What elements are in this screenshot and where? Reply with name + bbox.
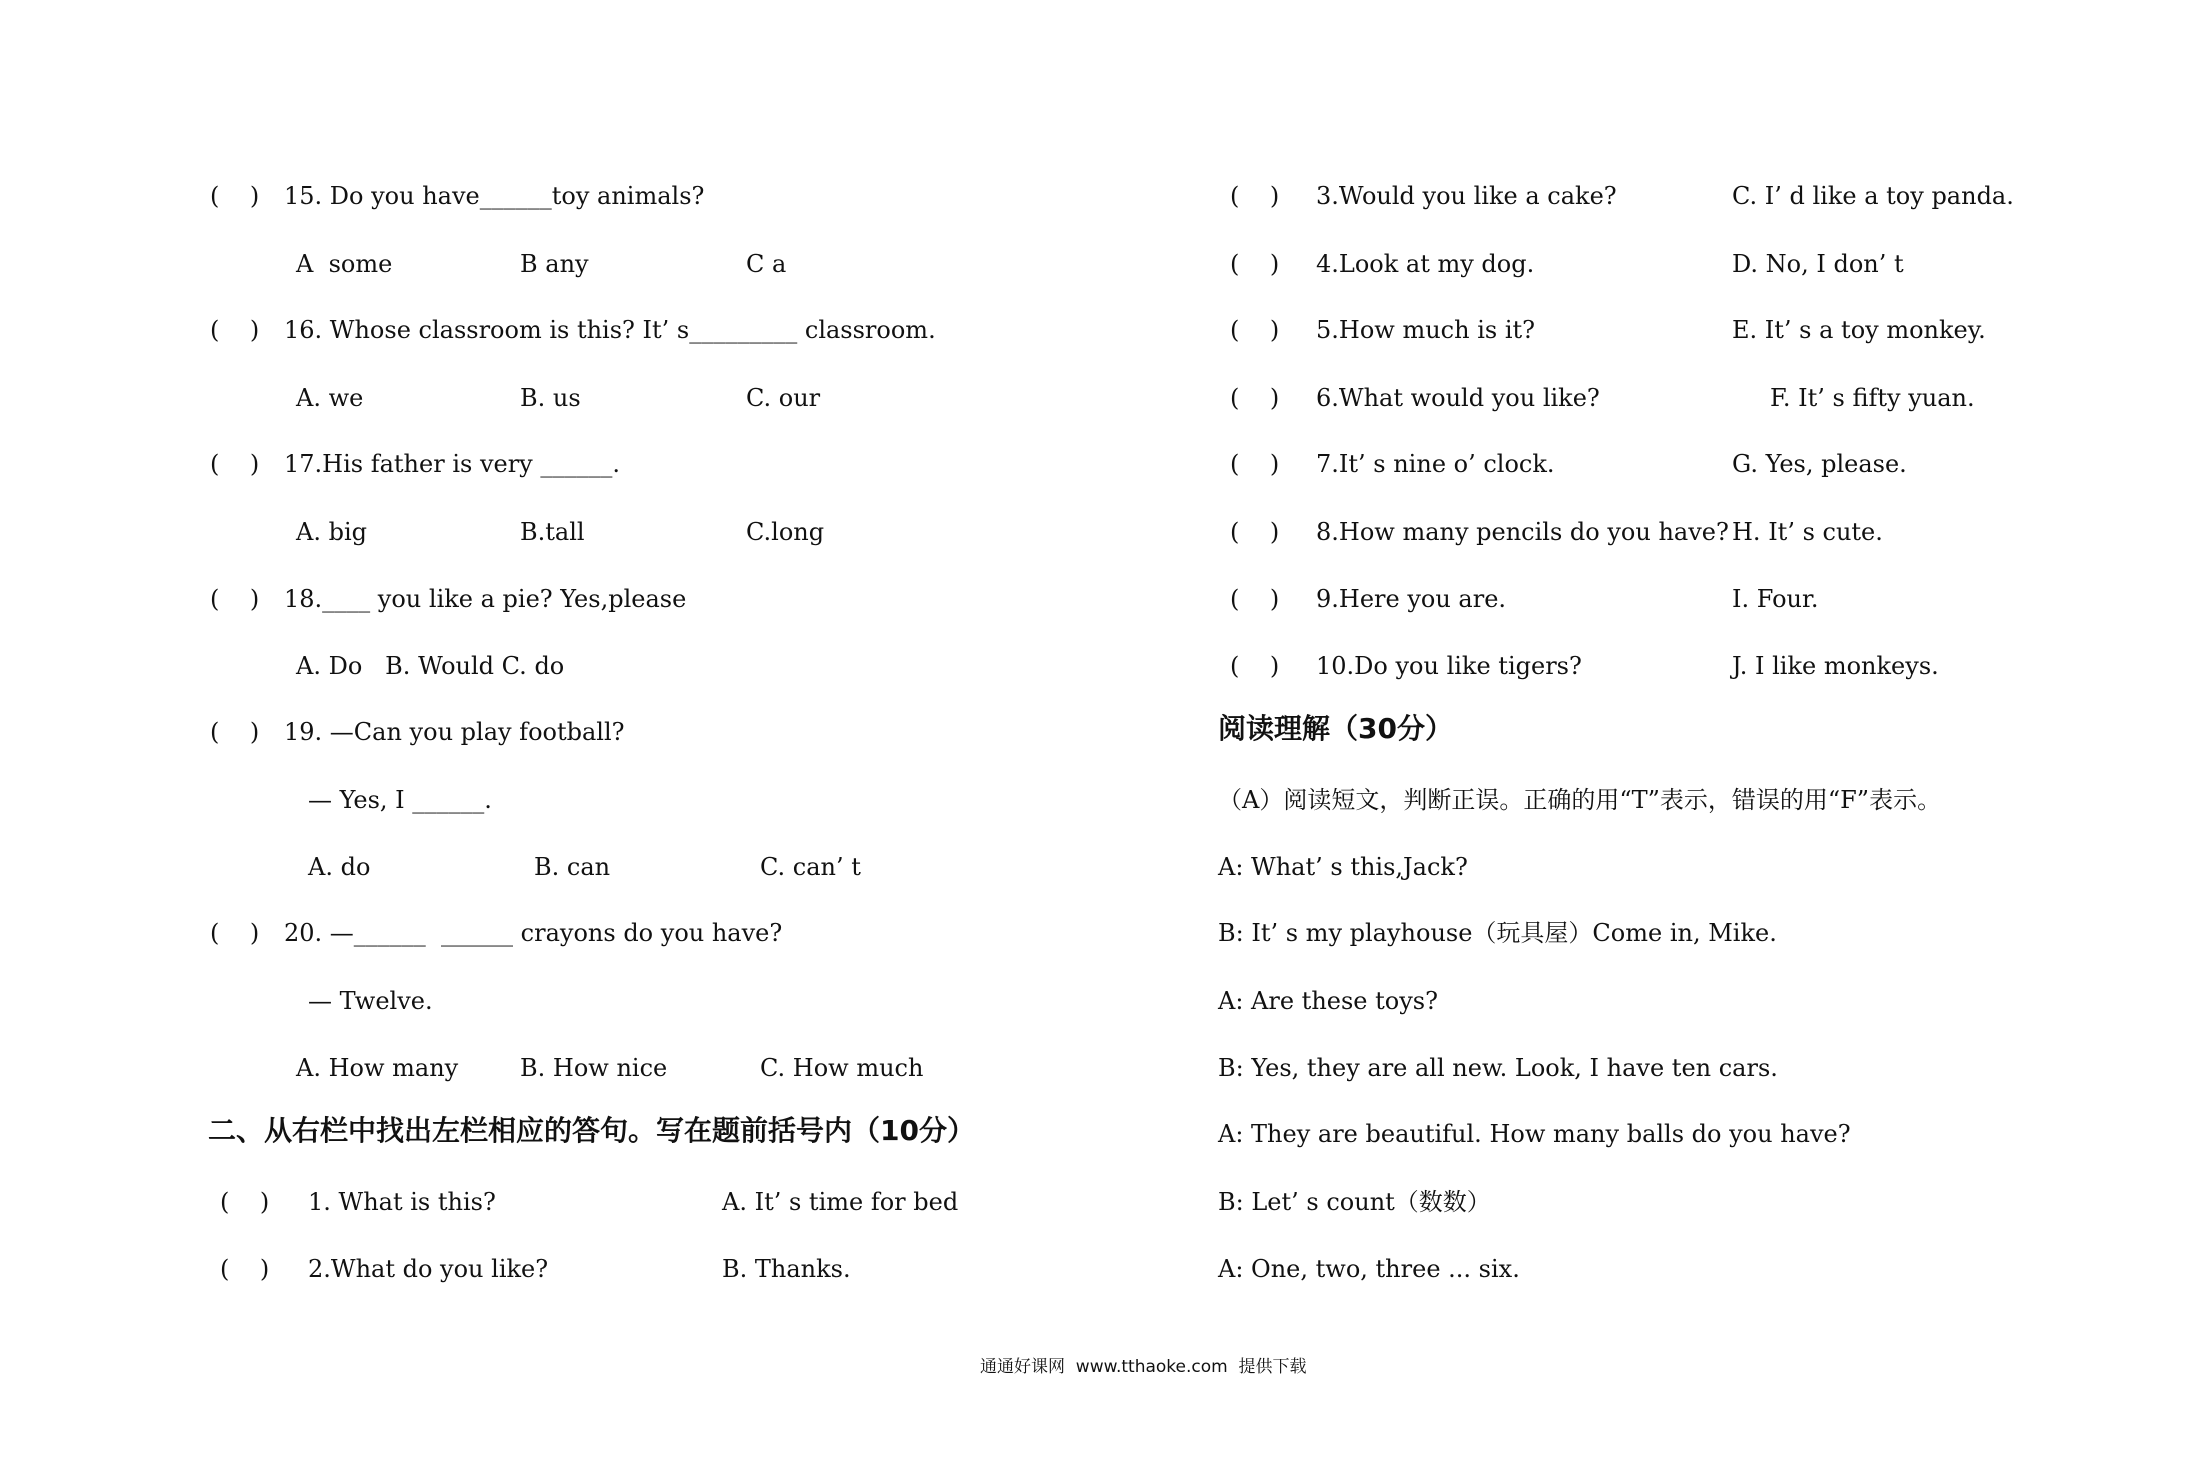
dialogue-line: A: What’ s this,Jack? [1218,853,1468,881]
match5-answer-paren[interactable]: ( ) [1230,316,1280,344]
page-footer: 通通好课网 www.tthaoke.com 提供下载 [980,1357,1307,1377]
match-answer-d: D. No, I don’ t [1732,250,1904,278]
q19-option-b: B. can [534,853,611,881]
dialogue-line: A: One, two, three ... six. [1218,1255,1520,1283]
reading-instructions: （A）阅读短文，判断正误。正确的用“T”表示，错误的用“F”表示。 [1218,786,1942,814]
reading-title: 阅读理解（30分） [1218,712,1453,745]
q17-answer-paren[interactable]: ( ) [210,450,260,478]
q20-option-b: B. How nice [520,1054,668,1082]
match-answer-g: G. Yes, please. [1732,450,1907,478]
match2-answer-paren[interactable]: ( ) [220,1255,270,1283]
match5-question: 5.How much is it? [1316,316,1535,344]
match9-question: 9.Here you are. [1316,585,1507,613]
q19-stem: 19. —Can you play football? [284,718,625,746]
q17-option-a: A. big [296,518,367,546]
match6-answer-paren[interactable]: ( ) [1230,384,1280,412]
q15-option-a: A some [296,250,393,278]
match4-question: 4.Look at my dog. [1316,250,1535,278]
match7-answer-paren[interactable]: ( ) [1230,450,1280,478]
q17-option-b: B.tall [520,518,585,546]
q16-option-a: A. we [296,384,364,412]
match4-answer-paren[interactable]: ( ) [1230,250,1280,278]
q20-answer-paren[interactable]: ( ) [210,919,260,947]
match-answer-e: E. It’ s a toy monkey. [1732,316,1986,344]
q15-answer-paren[interactable]: ( ) [210,182,260,210]
match8-question: 8.How many pencils do you have? [1316,518,1729,546]
match6-question: 6.What would you like? [1316,384,1600,412]
q20-option-a: A. How many [296,1054,459,1082]
q20-option-c: C. How much [760,1054,924,1082]
q18-answer-paren[interactable]: ( ) [210,585,260,613]
q19-reply: — Yes, I ______. [308,786,492,814]
match3-answer-paren[interactable]: ( ) [1230,182,1280,210]
q19-option-a: A. do [308,853,371,881]
q15-stem: 15. Do you have______toy animals? [284,182,705,210]
q16-option-b: B. us [520,384,581,412]
dialogue-line: A: Are these toys? [1218,987,1438,1015]
match1-question: 1. What is this? [308,1188,496,1216]
match9-answer-paren[interactable]: ( ) [1230,585,1280,613]
match2-question: 2.What do you like? [308,1255,549,1283]
q18-options: A. Do B. Would C. do [296,652,565,680]
q16-option-c: C. our [746,384,821,412]
dialogue-line: B: It’ s my playhouse（玩具屋）Come in, Mike. [1218,919,1777,947]
dialogue-line: A: They are beautiful. How many balls do you have? [1218,1120,1851,1148]
section2-title: 二、从右栏中找出左栏相应的答句。写在题前括号内（10分） [208,1114,975,1147]
q16-answer-paren[interactable]: ( ) [210,316,260,344]
q15-option-b: B any [520,250,589,278]
match-answer-i: I. Four. [1732,585,1819,613]
match-answer-a: A. It’ s time for bed [722,1188,959,1216]
q19-answer-paren[interactable]: ( ) [210,718,260,746]
match-answer-j: J. I like monkeys. [1732,652,1939,680]
q17-stem: 17.His father is very ______. [284,450,620,478]
q16-stem: 16. Whose classroom is this? It’ s_________ classroom. [284,316,936,344]
match7-question: 7.It’ s nine o’ clock. [1316,450,1555,478]
q17-option-c: C.long [746,518,825,546]
match-answer-h: H. It’ s cute. [1732,518,1883,546]
match10-answer-paren[interactable]: ( ) [1230,652,1280,680]
match-answer-f: F. It’ s fifty yuan. [1770,384,1975,412]
match-answer-c: C. I’ d like a toy panda. [1732,182,2014,210]
dialogue-line: B: Yes, they are all new. Look, I have ten cars. [1218,1054,1778,1082]
match1-answer-paren[interactable]: ( ) [220,1188,270,1216]
q20-stem: 20. —______ ______ crayons do you have? [284,919,783,947]
q18-stem: 18.____ you like a pie? Yes,please [284,585,687,613]
match8-answer-paren[interactable]: ( ) [1230,518,1280,546]
q20-reply: — Twelve. [308,987,433,1015]
q15-option-c: C a [746,250,787,278]
q19-option-c: C. can’ t [760,853,861,881]
match3-question: 3.Would you like a cake? [1316,182,1617,210]
match10-question: 10.Do you like tigers? [1316,652,1582,680]
dialogue-line: B: Let’ s count（数数） [1218,1188,1491,1216]
match-answer-b: B. Thanks. [722,1255,851,1283]
